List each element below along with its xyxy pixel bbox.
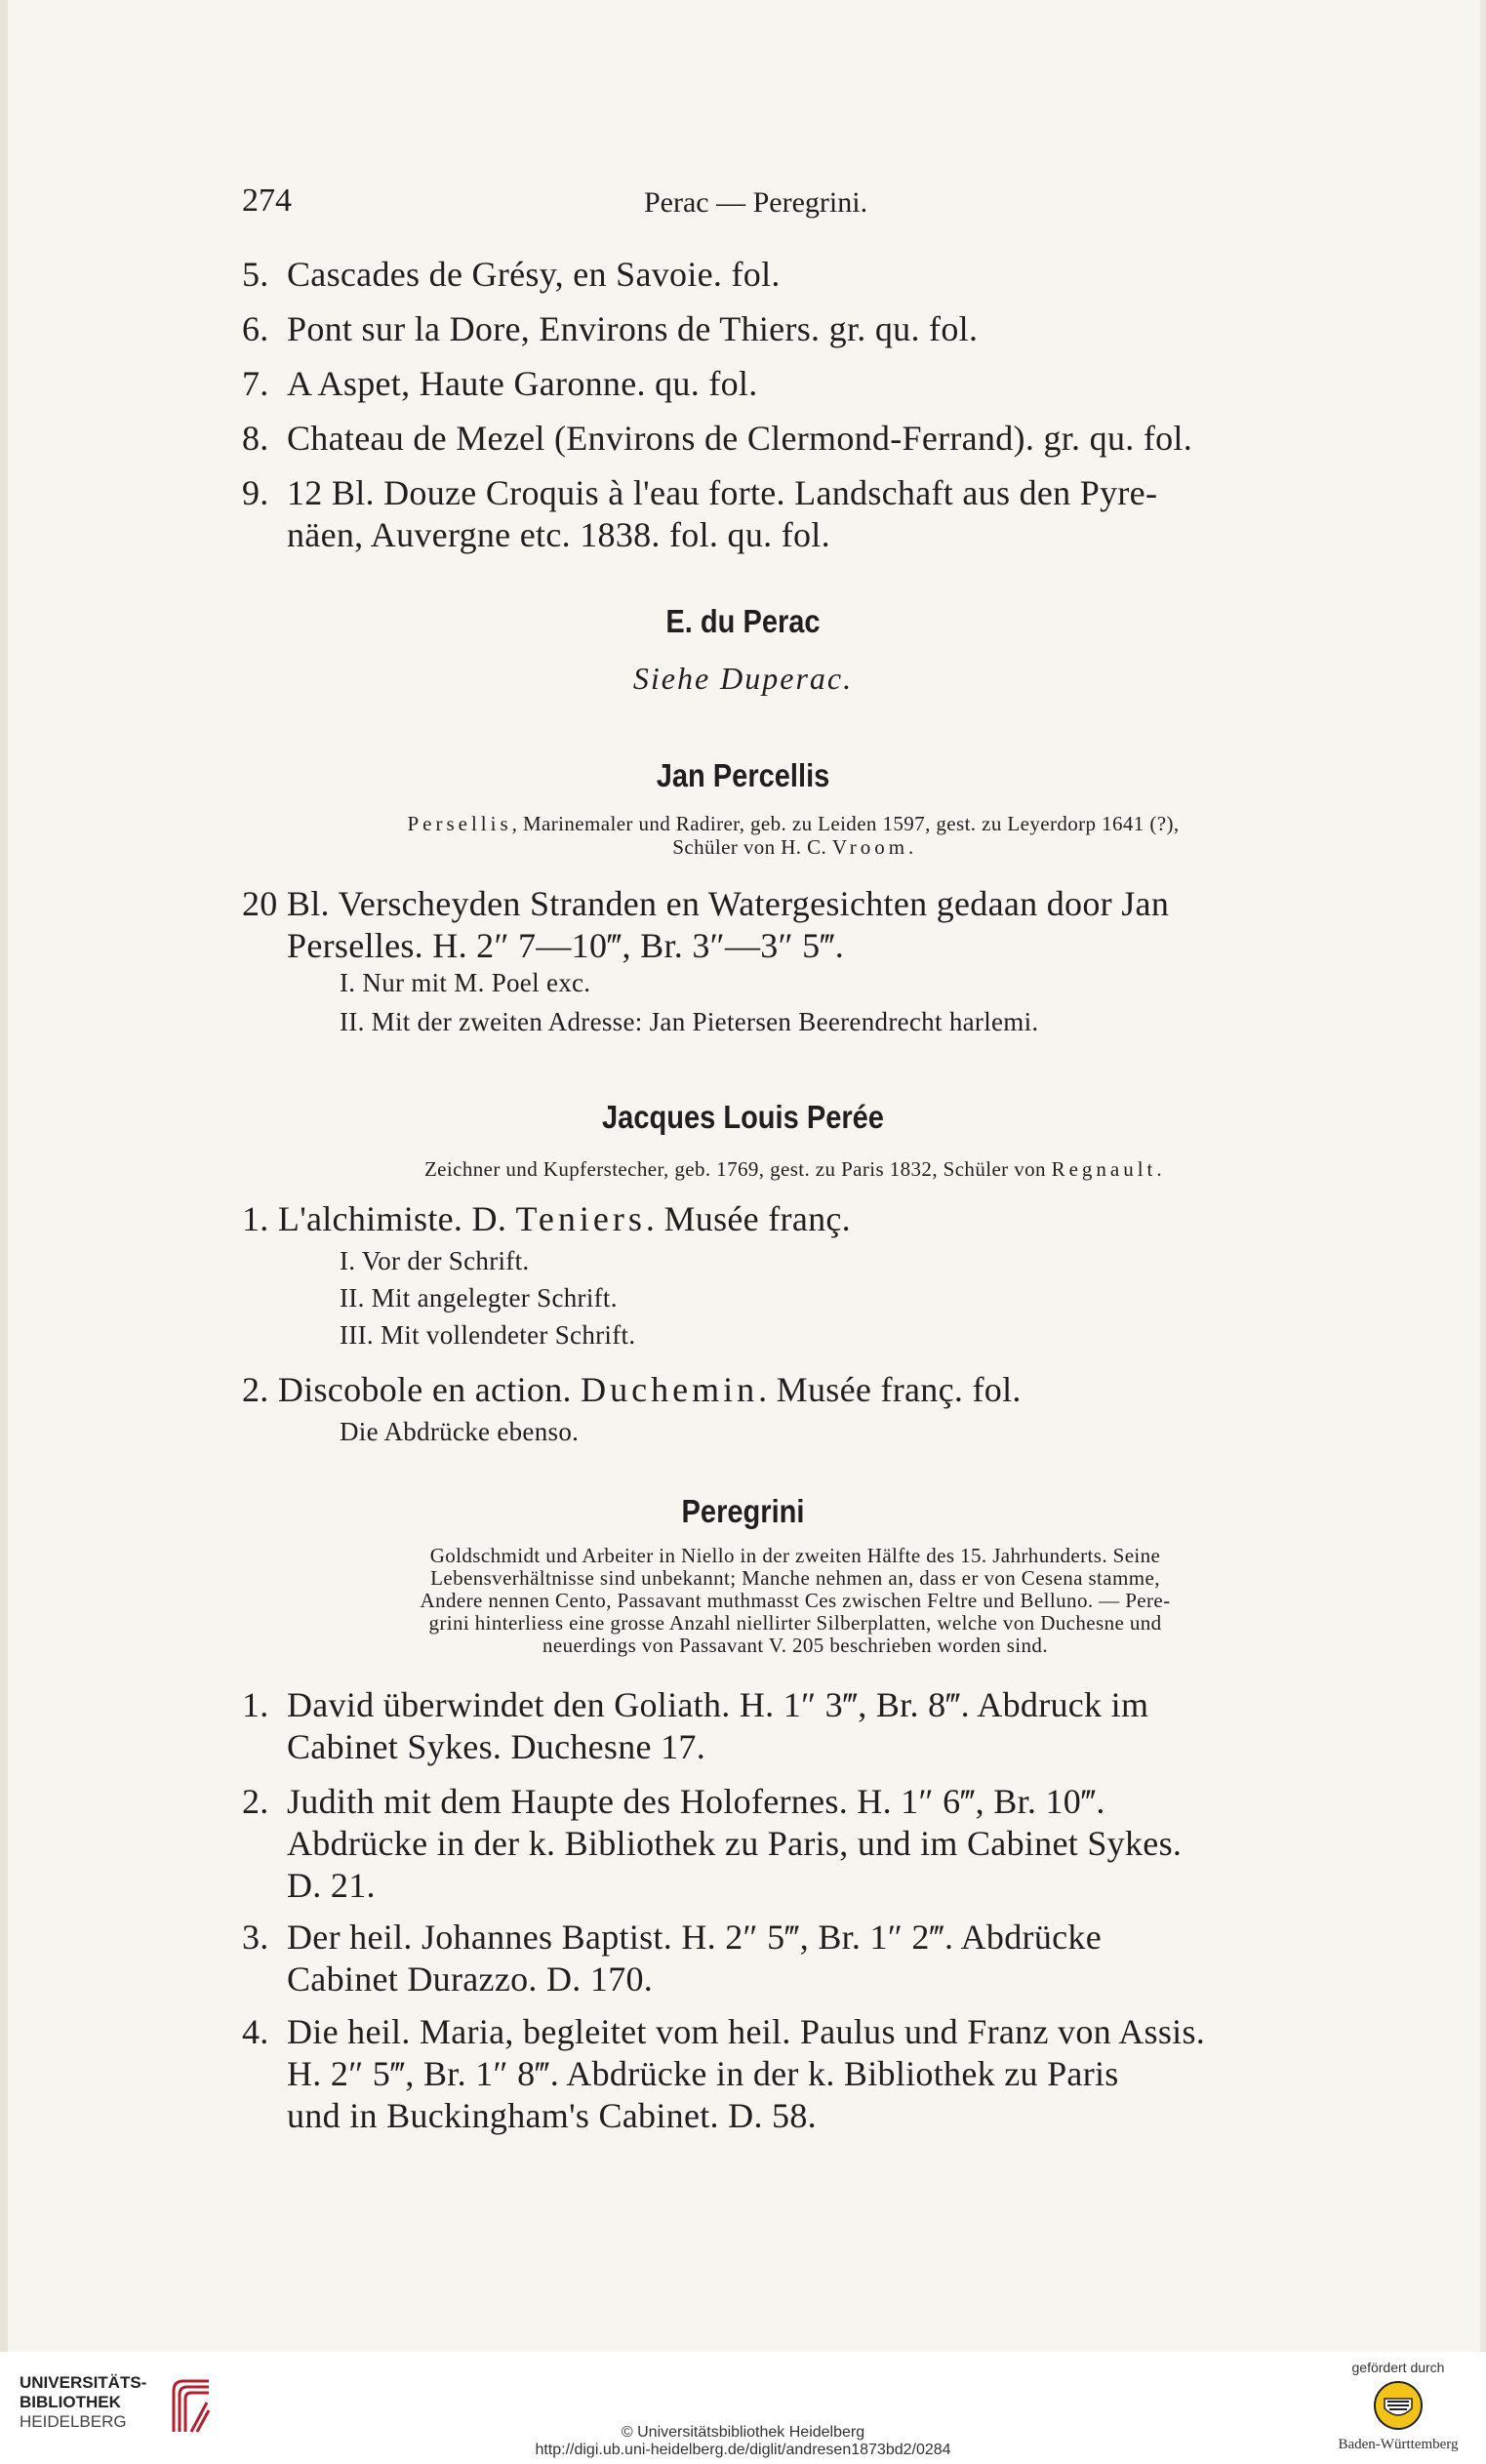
list-item: 5. Cascades de Grésy, en Savoie. fol.: [242, 255, 781, 294]
list-item: 1. L'alchimiste. D. Teniers. Musée franç.: [242, 1199, 851, 1238]
list-item-continuation: näen, Auvergne etc. 1838. fol. qu. fol.: [287, 515, 830, 554]
artist-bio: Zeichner und Kupferstecher, geb. 1769, gest. zu Paris 1832, Schüler von Regnault.: [423, 1157, 1163, 1181]
state-crest-icon: [1372, 2379, 1425, 2432]
section-heading: E. du Perac: [665, 603, 821, 639]
running-head: [0, 182, 1486, 231]
logo-line: HEIDELBERG: [20, 2412, 127, 2431]
list-item-continuation: H. 2″ 5‴, Br. 1″ 8‴. Abdrücke in der k. Bibliothek zu Paris: [287, 2054, 1119, 2093]
source-url[interactable]: http://digi.ub.uni-heidelberg.de/diglit/andresen1873bd2/0284: [535, 2442, 951, 2458]
section-heading: Jan Percellis: [656, 757, 830, 793]
state-note: I. Nur mit M. Poel exc.: [340, 968, 591, 997]
see-reference: Siehe Duperac.: [632, 661, 854, 696]
state-note: II. Mit der zweiten Adresse: Jan Pietersen Beerendrecht harlemi.: [340, 1007, 1039, 1036]
copyright-text: © Universitätsbibliothek Heidelberg: [621, 2424, 865, 2441]
list-item: 8. Chateau de Mezel (Environs de Clermond-Ferrand). gr. qu. fol.: [242, 419, 1193, 458]
list-item-continuation: Cabinet Sykes. Duchesne 17.: [287, 1727, 706, 1766]
list-item-continuation: Cabinet Durazzo. D. 170.: [287, 1959, 654, 1999]
copyright: [0, 2424, 1486, 2459]
logo-line: BIBLIOTHEK: [20, 2393, 121, 2411]
artist-bio: Persellis, Marinemaler und Radirer, geb. zu Leiden 1597, gest. zu Leyerdorp 1641 (?), Schüler von H. C. Vroom.: [407, 812, 1180, 859]
list-item: 9. 12 Bl. Douze Croquis à l'eau forte. Landschaft aus den Pyre-: [242, 473, 1158, 512]
state-note: II. Mit angelegter Schrift.: [340, 1283, 618, 1313]
entry-text: Perselles. H. 2″ 7—10‴, Br. 3″—3″ 5‴.: [287, 926, 845, 965]
scan-edge-left: [0, 0, 8, 2352]
list-item-continuation: Abdrücke in der k. Bibliothek zu Paris, und im Cabinet Sykes.: [287, 1824, 1183, 1863]
list-item: 7. A Aspet, Haute Garonne. qu. fol.: [242, 364, 758, 403]
artist-bio: Goldschmidt und Arbeiter in Niello in der zweiten Hälfte des 15. Jahrhunderts. Seine Lebensverhältnisse sind unbekannt; Manche nehmen an, dass er von Cesena stamme, Andere nennen Cento, Passavant muthmasst Ces zwischen Feltre und Belluno. — Pere- grini hinterliess eine grosse Anzahl niellirter Silberplatten, welche von Duchesne und neuerdings von Passavant V. 205 beschrieben worden sind.: [420, 1544, 1171, 1657]
list-item: 3. Der heil. Johannes Baptist. H. 2″ 5‴, Br. 1″ 2‴. Abdrücke: [242, 1918, 1102, 1957]
section-heading: Peregrini: [681, 1493, 805, 1529]
list-item-continuation: D. 21.: [287, 1866, 376, 1905]
scan-edge-right: [1480, 0, 1486, 2352]
funder-name: Baden-Württemberg: [1338, 2437, 1459, 2452]
state-note: III. Mit vollendeter Schrift.: [340, 1320, 636, 1350]
note: Die Abdrücke ebenso.: [340, 1417, 580, 1446]
state-note: I. Vor der Schrift.: [340, 1246, 530, 1275]
page-number: 274: [242, 182, 292, 219]
entry-text: 20 Bl. Verscheyden Stranden en Watergesichten gedaan door Jan: [242, 884, 1170, 923]
funding-credit: [1330, 2360, 1466, 2453]
footer: [0, 2352, 1486, 2464]
funded-by-label: gefördert durch: [1351, 2360, 1445, 2375]
list-item: 6. Pont sur la Dore, Environs de Thiers. gr. qu. fol.: [242, 309, 979, 348]
list-item-continuation: und in Buckingham's Cabinet. D. 58.: [287, 2096, 817, 2135]
list-item: 2. Judith mit dem Haupte des Holofernes. H. 1″ 6‴, Br. 10‴.: [242, 1782, 1105, 1821]
list-item: 1. David überwindet den Goliath. H. 1″ 3‴, Br. 8‴. Abdruck im: [242, 1685, 1149, 1724]
section-heading: Jacques Louis Perée: [602, 1099, 884, 1135]
list-item: 4. Die heil. Maria, begleitet vom heil. Paulus und Franz von Assis.: [242, 2012, 1206, 2051]
logo-line: UNIVERSITÄTS-: [20, 2373, 147, 2392]
running-title: Perac — Peregrini.: [644, 186, 868, 219]
list-item: 2. Discobole en action. Duchemin. Musée franç. fol.: [242, 1370, 1022, 1409]
